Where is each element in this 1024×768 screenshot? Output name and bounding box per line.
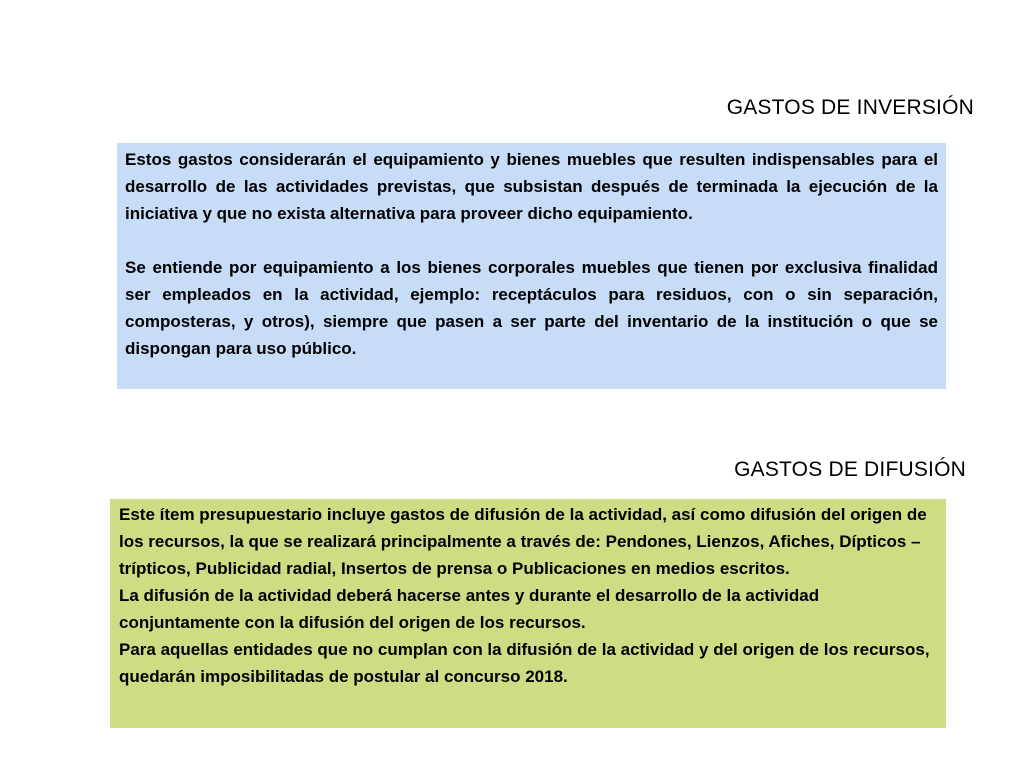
difusion-text-box — [110, 499, 946, 728]
difusion-paragraph-2: La difusión de la actividad deberá hacerse antes y durante el desarrollo de la actividad conjuntamente con la difusión del origen de los recursos. — [119, 586, 820, 632]
inversion-paragraph-1: Estos gastos considerarán el equipamiento y bienes muebles que resulten indispensables para el desarrollo de las actividades previstas, que subsistan después de terminada la ejecución de la iniciativa y que no exista alternativa para proveer dicho equipamiento. — [125, 150, 938, 223]
inversion-text-box — [117, 143, 946, 389]
difusion-paragraph-3: Para aquellas entidades que no cumplan con la difusión de la actividad y del origen de los recursos, quedarán imposibilitadas de postular al concurso 2018. — [119, 640, 930, 686]
heading-gastos-inversion: GASTOS DE INVERSIÓN — [726, 96, 974, 119]
heading-gastos-difusion: GASTOS DE DIFUSIÓN — [734, 458, 966, 481]
difusion-paragraph-1: Este ítem presupuestario incluye gastos de difusión de la actividad, así como difusión del origen de los recursos, la que se realizará principalmente a través de: Pendones, Lienzos, Afiches, Dípticos – trípticos, Publicidad radial, Insertos de prensa o Publicaciones en medios escritos. — [119, 505, 927, 578]
inversion-paragraph-2: Se entiende por equipamiento a los bienes corporales muebles que tienen por exclusiva finalidad ser empleados en la actividad, ejemplo: receptáculos para residuos, con o sin separación, composteras, y otros), siempre que pasen a ser parte del inventario de la institución o que se dispongan para uso público. — [125, 258, 938, 358]
